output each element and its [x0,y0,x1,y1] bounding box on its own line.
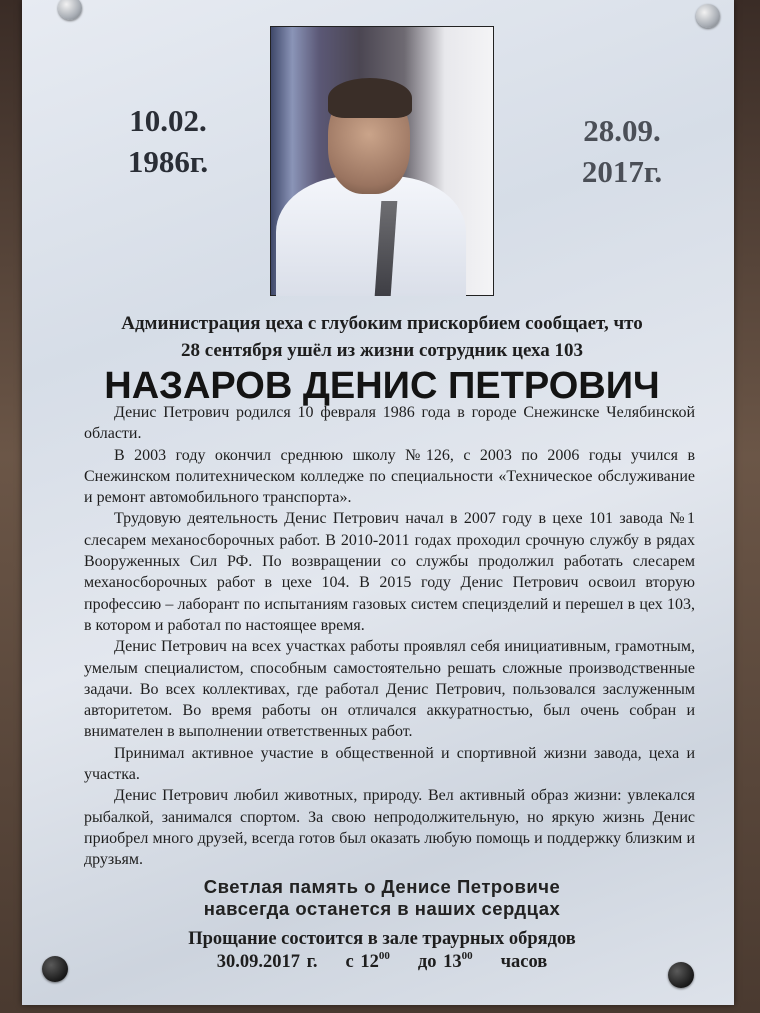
memory-line: навсегда останется в наших сердцах [203,898,561,919]
farewell-time [82,951,682,974]
biography [84,402,695,871]
bio-paragraph: Денис Петрович родился 10 февраля 1986 года в городе Снежинске Челябинской области. [84,404,695,443]
birth-date-day-month: 10.02. [129,103,207,138]
pushpin-icon [42,956,68,982]
farewell-date: 30.09.2017 г. [216,952,318,972]
birth-date [88,100,248,182]
farewell-start-minutes: 00 [378,950,390,962]
intro-line: Администрация цеха с глубоким прискорбием сообщает, что [121,313,643,334]
portrait-photo [270,26,494,296]
farewell-end-minutes: 00 [461,950,473,962]
pushpin-icon [696,4,720,28]
farewell-end: до 13 [417,952,462,972]
death-date [542,110,702,192]
announcement-intro [72,310,692,364]
death-date-day-month: 28.09. [583,113,661,148]
bio-paragraph: В 2003 году окончил среднюю школу №126, с 2003 по 2006 годы учился в Снежинском политехническом колледже по специальности «Техническое обслуживание и ремонт автомобильного транспорта». [84,446,695,507]
intro-line: 28 сентября ушёл из жизни сотрудник цеха 103 [180,340,584,361]
birth-date-year: 1986г. [127,144,209,179]
farewell-hours-word: часов [500,952,548,972]
farewell-start: с 12 [345,952,379,972]
memorial-statement [102,876,662,920]
bio-paragraph: Трудовую деятельность Денис Петрович начал в 2007 году в цехе 101 завода №1 слесарем механосборочных работ. В 2010-2011 годах проходил срочную службу в рядах Вооруженных Сил РФ. По возвращении со службы продолжил работать слесарем механосборочных работ в цехе 104. В 2015 году Денис Петрович освоил вторую профессию – лаборант по испытаниям газовых систем специзделий и перешел в цех 103, в котором и работал по настоящее время. [84,510,695,634]
bio-paragraph: Денис Петрович любил животных, природу. Вел активный образ жизни: увлекался рыбалкой, занимался спортом. За свою непродолжительную, но яркую жизнь Денис приобрел много друзей, всегда готов был оказать любую помощь и поддержку близким и друзьям. [84,787,695,869]
pushpin-icon [58,0,82,20]
farewell-info [82,928,682,974]
obituary-notice [22,0,734,1005]
bio-paragraph: Принимал активное участие в общественной и спортивной жизни завода, цеха и участка. [84,744,695,784]
bio-paragraph: Денис Петрович на всех участках работы проявлял себя инициативным, грамотным, умелым специалистом, способным самостоятельно решать сложные производственные задачи. Во всех коллективах, где работал Денис Петрович, пользовался заслуженным авторитетом. Во время работы он отличался аккуратностью, был очень собран и внимателен в выполнении ответственных работ. [84,638,695,741]
deceased-name: НАЗАРОВ ДЕНИС ПЕТРОВИЧ [104,365,660,407]
death-date-year: 2017г. [581,154,663,189]
memory-line: Светлая память о Денисе Петровиче [203,876,561,897]
farewell-venue: Прощание состоится в зале траурных обрядов [188,929,576,949]
